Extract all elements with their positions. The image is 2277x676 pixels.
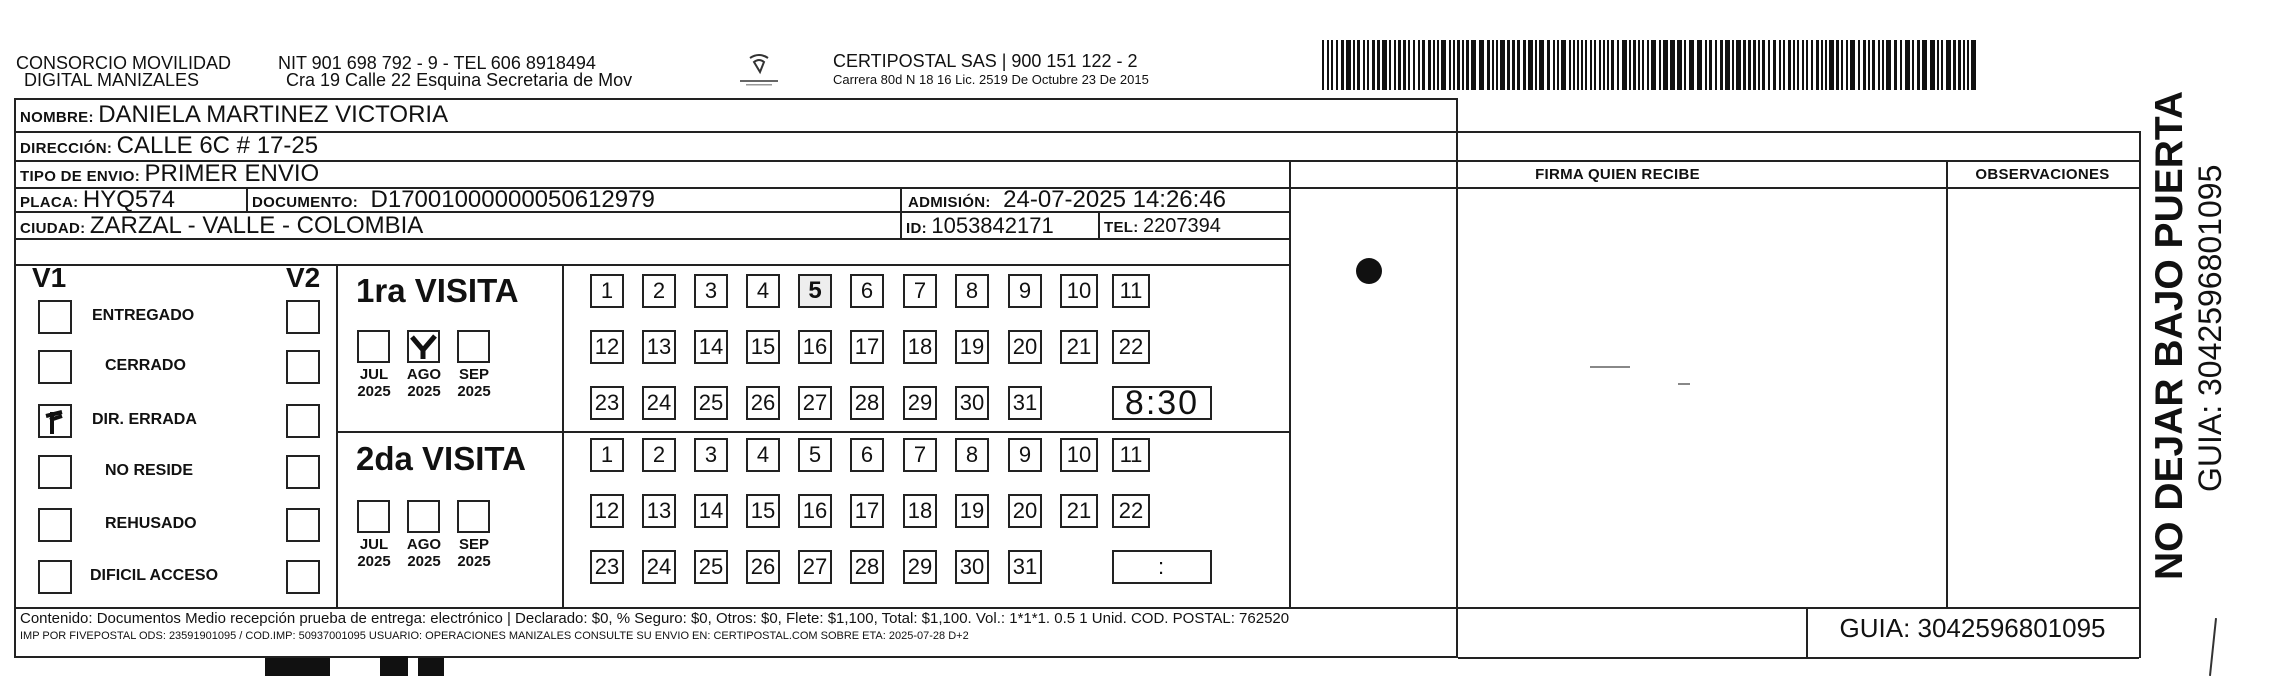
day-cell[interactable]: 15 [746, 494, 780, 528]
day-cell[interactable]: 24 [642, 550, 676, 584]
scan-mark [418, 658, 444, 676]
tel-label: TEL: [1104, 219, 1139, 236]
side-guide-text: GUIA: 3042596801095 [2192, 164, 2228, 492]
barcode-bar [1863, 40, 1866, 90]
barcode-bar [1517, 40, 1520, 90]
barcode-bar [1471, 40, 1476, 90]
day-marked: 5 [808, 277, 822, 304]
plate-label: PLACA: [20, 194, 79, 211]
barcode-bar [1462, 40, 1464, 90]
signature-header: FIRMA QUIEN RECIBE [1535, 166, 1700, 183]
send-type-label: TIPO DE ENVIO: [20, 168, 141, 185]
day-cell[interactable]: 12 [590, 494, 624, 528]
barcode-bar [1547, 40, 1550, 90]
day-cell[interactable]: 17 [850, 330, 884, 364]
v2-checkbox[interactable] [286, 404, 320, 438]
barcode-bar [1394, 40, 1396, 90]
barcode-bar [1487, 40, 1490, 90]
name-value: DANIELA MARTINEZ VICTORIA [98, 101, 449, 128]
barcode-bar [1377, 40, 1380, 90]
barcode-bar [1322, 40, 1324, 90]
barcode-bar [1736, 40, 1741, 90]
day-cell[interactable]: 10 [1060, 438, 1098, 472]
plate-value: HYQ574 [82, 186, 175, 213]
tel-value: 2207394 [1142, 215, 1221, 237]
barcode-bar [1797, 40, 1799, 90]
month-name: AGO [406, 366, 442, 383]
courier-logo-icon [736, 52, 782, 88]
barcode-bar [1638, 40, 1640, 90]
signature-ink-stroke [1590, 366, 1630, 368]
barcode-bar [1758, 40, 1760, 90]
barcode-bar [1967, 40, 1969, 90]
name-label: NOMBRE: [20, 109, 94, 126]
day-cell[interactable]: 26 [746, 386, 780, 420]
day-cell[interactable]: 6 [850, 438, 884, 472]
no-dejar-text: NO DEJAR BAJO PUERTA [2148, 90, 2191, 580]
barcode-bar [1753, 40, 1756, 90]
courier-address: Carrera 80d N 18 16 Lic. 2519 De Octubre 23 De 2015 [833, 72, 1149, 87]
barcode-bar [1357, 40, 1360, 90]
month-year: 2025 [407, 553, 441, 570]
barcode-bar [1590, 40, 1592, 90]
barcode-bar [1573, 40, 1575, 90]
v2-checkbox[interactable] [286, 560, 320, 594]
v1-label: V1 [32, 262, 67, 293]
barcode-bar [1341, 40, 1344, 90]
barcode-bar [1768, 40, 1770, 90]
day-cell[interactable]: 14 [694, 494, 728, 528]
month-checkbox[interactable] [407, 330, 440, 363]
barcode-bar [1594, 40, 1596, 90]
day-cell[interactable]: 4 [746, 274, 780, 308]
month-label [349, 536, 399, 570]
v2-label: V2 [286, 262, 321, 293]
day-cell[interactable]: 25 [694, 386, 728, 420]
day-cell[interactable]: 31 [1008, 550, 1042, 584]
day-cell[interactable] [798, 274, 832, 308]
day-cell[interactable]: 30 [955, 386, 989, 420]
barcode-bar [1642, 40, 1644, 90]
barcode-bar [1720, 40, 1723, 90]
barcode-bar [1433, 40, 1435, 90]
company-address: Cra 19 Calle 22 Esquina Secretaria de Mov [286, 70, 633, 90]
day-cell[interactable]: 18 [903, 494, 937, 528]
day-cell[interactable]: 25 [694, 550, 728, 584]
barcode-bar [1437, 40, 1439, 90]
v1-checkbox[interactable] [38, 560, 72, 594]
barcode-bar [1868, 40, 1870, 90]
barcode-bar [1663, 40, 1668, 90]
barcode-bar [1841, 40, 1843, 90]
day-cell[interactable]: 15 [746, 330, 780, 364]
barcode-bar [1806, 40, 1808, 90]
barcode-bar [1629, 40, 1631, 90]
barcode-bar [1846, 40, 1848, 90]
barcode-bar [1346, 40, 1351, 90]
month-checkbox[interactable] [357, 330, 390, 363]
status-label: DIR. ERRADA [92, 411, 197, 428]
month-checkbox[interactable] [407, 500, 440, 533]
barcode-bar [1403, 40, 1406, 90]
barcode-bar [1793, 40, 1795, 90]
status-label: CERRADO [105, 357, 186, 374]
admission-label: ADMISIÓN: [908, 194, 991, 211]
status-label: ENTREGADO [92, 307, 195, 324]
barcode-bar [1715, 40, 1717, 90]
barcode-bar [1382, 40, 1387, 90]
v1-checkbox[interactable] [38, 404, 72, 438]
day-cell[interactable]: 28 [850, 386, 884, 420]
send-type-value: PRIMER ENVIO [144, 160, 320, 187]
barcode-bar [1748, 40, 1751, 90]
barcode-bar [1816, 40, 1819, 90]
status-label: DIFICIL ACCESO [90, 567, 219, 584]
barcode-bar [1670, 40, 1675, 90]
barcode-bar [1367, 40, 1369, 90]
month-label [399, 536, 449, 570]
day-cell[interactable]: 3 [694, 438, 728, 472]
day-cell[interactable]: 21 [1060, 494, 1098, 528]
day-cell[interactable]: 11 [1112, 438, 1150, 472]
day-cell[interactable]: 14 [694, 330, 728, 364]
second-visit-title: 2da VISITA [356, 440, 526, 477]
scan-mark [380, 656, 408, 676]
day-cell[interactable]: 16 [798, 494, 832, 528]
first-visit-title: 1ra VISITA [356, 272, 519, 309]
document-label: DOCUMENTO: [252, 194, 359, 211]
barcode-bar [1441, 40, 1446, 90]
barcode-bar [1607, 40, 1609, 90]
barcode-bar [1858, 40, 1860, 90]
month-label [399, 366, 449, 400]
day-cell[interactable]: 7 [903, 274, 937, 308]
month-name: JUL [359, 366, 389, 383]
barcode-bar [1651, 40, 1656, 90]
signature-ink-stroke [1678, 383, 1690, 385]
city-label: CIUDAD: [20, 220, 86, 237]
barcode-bar [1500, 40, 1505, 90]
barcode-bar [1577, 40, 1579, 90]
day-cell[interactable]: 11 [1112, 274, 1150, 308]
barcode-bar [1363, 40, 1365, 90]
barcode-bar [1922, 40, 1927, 90]
barcode-bar [1743, 40, 1746, 90]
barcode-bar [1811, 40, 1813, 90]
barcode-bar [1872, 40, 1875, 90]
barcode-bar [1689, 40, 1694, 90]
day-cell[interactable]: 26 [746, 550, 780, 584]
document-value: D17001000000050612979 [370, 186, 655, 213]
month-label [449, 366, 499, 400]
barcode-bar [1457, 40, 1460, 90]
barcode-bar [1449, 40, 1451, 90]
barcode-bar [1829, 40, 1834, 90]
barcode-bar [1428, 40, 1431, 90]
imp-line: IMP POR FIVEPOSTAL ODS: 23591901095 / COD.IMP: 50937001095 USUARIO: OPERACIONES MANIZALES CONSULTE SU ENVIO EN: CERTIPOSTAL.COM SOBRE ETA: 2025-07-28 D+2 [20, 630, 969, 642]
day-cell[interactable]: 21 [1060, 330, 1098, 364]
day-cell[interactable]: 9 [1008, 274, 1042, 308]
status-label: NO RESIDE [105, 462, 194, 479]
v2-checkbox[interactable] [286, 508, 320, 542]
barcode-bar [1930, 40, 1935, 90]
day-cell[interactable]: 19 [955, 494, 989, 528]
barcode-bar [1492, 40, 1494, 90]
day-cell[interactable]: 10 [1060, 274, 1098, 308]
first-visit-time[interactable]: 8:30 [1112, 386, 1212, 420]
barcode-bar [1878, 40, 1880, 90]
day-cell[interactable]: 2 [642, 438, 676, 472]
day-cell[interactable]: 8 [955, 438, 989, 472]
barcode-bar [1327, 40, 1329, 90]
company-name-line2: DIGITAL MANIZALES [24, 70, 200, 90]
barcode-bar [1331, 40, 1333, 90]
barcode-bar [1585, 40, 1587, 90]
day-cell[interactable]: 27 [798, 550, 832, 584]
company-nit: NIT 901 698 792 - 9 - TEL 606 8918494 [278, 53, 596, 73]
day-cell[interactable]: 8 [955, 274, 989, 308]
barcode-bar [1611, 40, 1614, 90]
barcode-bar [1539, 40, 1544, 90]
day-cell[interactable]: 18 [903, 330, 937, 364]
barcode-bar [1372, 40, 1375, 90]
barcode-bar [1963, 40, 1965, 90]
barcode-bar [1762, 40, 1765, 90]
day-cell[interactable]: 3 [694, 274, 728, 308]
barcode-bar [1496, 40, 1498, 90]
barcode-bar [1725, 40, 1730, 90]
v1-checkbox[interactable] [38, 300, 72, 334]
scan-mark [2209, 618, 2217, 676]
day-cell[interactable]: 5 [798, 438, 832, 472]
barcode-bar [1599, 40, 1601, 90]
guide-box: GUIA: 3042596801095 [1839, 613, 2106, 643]
day-cell[interactable]: 22 [1112, 494, 1150, 528]
day-cell[interactable]: 7 [903, 438, 937, 472]
courier-name: CERTIPOSTAL SAS | 900 151 122 - 2 [833, 51, 1138, 71]
month-year: 2025 [457, 383, 491, 400]
address-label: DIRECCIÓN: [20, 140, 113, 157]
day-cell[interactable]: 28 [850, 550, 884, 584]
barcode-bar [1709, 40, 1712, 90]
month-checkbox[interactable] [457, 330, 490, 363]
barcode-bar [1788, 40, 1791, 90]
barcode-bar [1900, 40, 1902, 90]
divider [1289, 160, 1291, 607]
day-cell[interactable]: 19 [955, 330, 989, 364]
barcode-bar [1617, 40, 1619, 90]
barcode-bar [1422, 40, 1425, 90]
day-cell[interactable]: 29 [903, 550, 937, 584]
month-name: JUL [359, 536, 389, 553]
day-cell[interactable]: 6 [850, 274, 884, 308]
month-label [349, 366, 399, 400]
barcode-bar [1917, 40, 1920, 90]
barcode-bar [1677, 40, 1682, 90]
barcode-bar [1912, 40, 1914, 90]
v2-checkbox[interactable] [286, 455, 320, 489]
month-name: AGO [406, 536, 442, 553]
day-cell[interactable]: 4 [746, 438, 780, 472]
id-label: ID: [906, 220, 927, 237]
barcode-bar [1779, 40, 1781, 90]
barcode-bar [1622, 40, 1627, 90]
v1-checkbox[interactable] [38, 350, 72, 384]
barcode-bar [1647, 40, 1649, 90]
barcode-bar [1413, 40, 1415, 90]
barcode-bar [1705, 40, 1707, 90]
barcode-bar [1882, 40, 1884, 90]
barcode-bar [1732, 40, 1734, 90]
barcode-bar [1697, 40, 1702, 90]
barcode-bar [1821, 40, 1823, 90]
observations-header: OBSERVACIONES [1975, 166, 2110, 183]
barcode-bar [1773, 40, 1776, 90]
month-label [449, 536, 499, 570]
barcode-bar [1557, 40, 1559, 90]
status-label: REHUSADO [105, 515, 197, 532]
scan-mark [265, 658, 330, 676]
company-name-line1: CONSORCIO MOVILIDAD [16, 53, 232, 73]
day-cell[interactable]: 12 [590, 330, 624, 364]
barcode-bar [1958, 40, 1961, 90]
barcode-bar [1528, 40, 1533, 90]
day-cell[interactable]: 17 [850, 494, 884, 528]
barcode-bar [1946, 40, 1951, 90]
barcode-bar [1603, 40, 1605, 90]
barcode-bar [1553, 40, 1555, 90]
day-cell[interactable]: 23 [590, 550, 624, 584]
barcode-bar [1783, 40, 1785, 90]
barcode-bar [1905, 40, 1910, 90]
barcode-bar [1971, 40, 1976, 90]
barcode-bar [1894, 40, 1897, 90]
day-cell[interactable]: 24 [642, 386, 676, 420]
barcode-bar [1418, 40, 1420, 90]
day-cell[interactable]: 20 [1008, 494, 1042, 528]
barcode-bar [1466, 40, 1469, 90]
barcode-bar [1336, 40, 1338, 90]
barcode-bar [1633, 40, 1636, 90]
day-cell[interactable]: 29 [903, 386, 937, 420]
day-cell[interactable]: 20 [1008, 330, 1042, 364]
month-year: 2025 [457, 553, 491, 570]
barcode-bar [1569, 40, 1571, 90]
day-cell[interactable]: 27 [798, 386, 832, 420]
barcode-bar [1886, 40, 1891, 90]
id-value: 1053842171 [931, 213, 1054, 238]
day-cell[interactable]: 23 [590, 386, 624, 420]
day-cell[interactable]: 31 [1008, 386, 1042, 420]
barcode-bar [1398, 40, 1401, 90]
barcode-bar [1479, 40, 1484, 90]
content-line: Contenido: Documentos Medio recepción prueba de entrega: electrónico | Declarado: $0, % Seguro: $0, Otros: $0, Flete: $1,100, Total: $1,100. Vol.: 1*1*1. 0.5 1 Unid. COD. POSTAL: 762520 [20, 610, 1290, 627]
barcode-bar [1535, 40, 1537, 90]
v1-checkbox[interactable] [38, 455, 72, 489]
day-cell[interactable]: 13 [642, 330, 676, 364]
day-cell[interactable]: 16 [798, 330, 832, 364]
barcode-bar [1684, 40, 1686, 90]
barcode-bar [1353, 40, 1355, 90]
admission-value: 24-07-2025 14:26:46 [1003, 186, 1227, 213]
month-checkbox[interactable] [357, 500, 390, 533]
barcode-bar [1825, 40, 1827, 90]
barcode-bar [1941, 40, 1943, 90]
barcode-bar [1507, 40, 1510, 90]
day-cell[interactable]: 22 [1112, 330, 1150, 364]
signature-ink-dot [1356, 258, 1382, 284]
barcode-bar [1561, 40, 1566, 90]
barcode-bar [1389, 40, 1391, 90]
barcode-bar [1850, 40, 1855, 90]
month-year: 2025 [407, 383, 441, 400]
v2-checkbox[interactable] [286, 300, 320, 334]
day-cell[interactable]: 9 [1008, 438, 1042, 472]
barcode-bar [1523, 40, 1526, 90]
barcode-bar [1836, 40, 1839, 90]
barcode-bar [1408, 40, 1410, 90]
month-name: SEP [458, 536, 489, 553]
day-cell[interactable]: 13 [642, 494, 676, 528]
barcode-bar [1937, 40, 1939, 90]
barcode-bar [1953, 40, 1956, 90]
day-cell[interactable]: 1 [590, 274, 624, 308]
barcode-bar [1659, 40, 1661, 90]
month-year: 2025 [357, 553, 391, 570]
barcode-bar [1453, 40, 1455, 90]
day-cell[interactable]: 1 [590, 438, 624, 472]
address-value: CALLE 6C # 17-25 [116, 132, 319, 159]
barcode [1322, 40, 1982, 90]
day-cell[interactable]: 2 [642, 274, 676, 308]
month-name: SEP [458, 366, 489, 383]
barcode-bar [1512, 40, 1515, 90]
v2-checkbox[interactable] [286, 350, 320, 384]
v1-checkbox[interactable] [38, 508, 72, 542]
barcode-bar [1802, 40, 1804, 90]
second-visit-time[interactable]: : [1112, 550, 1212, 584]
day-cell[interactable]: 30 [955, 550, 989, 584]
month-year: 2025 [357, 383, 391, 400]
city-value: ZARZAL - VALLE - COLOMBIA [89, 212, 424, 239]
month-checkbox[interactable] [457, 500, 490, 533]
barcode-bar [1581, 40, 1583, 90]
